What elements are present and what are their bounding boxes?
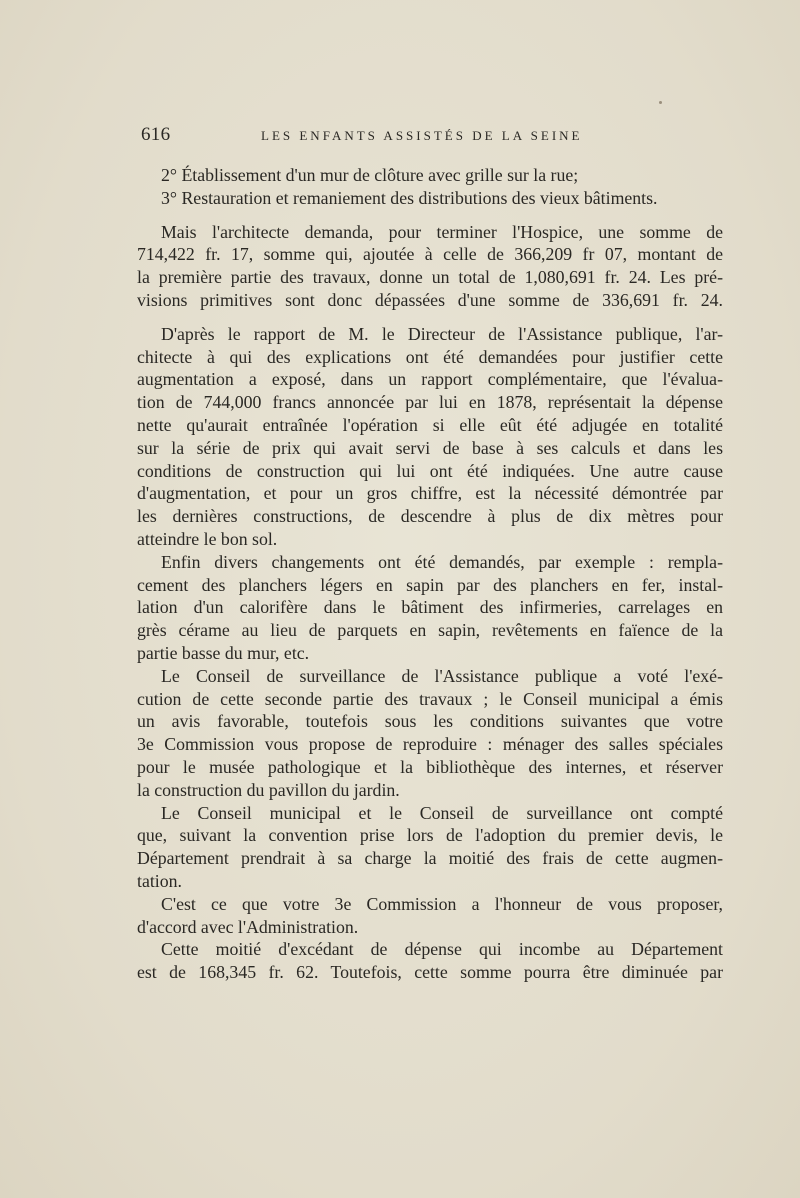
text-line: Enfin divers changements ont été demandés, par exemple : rempla- xyxy=(161,551,723,572)
text-line: Mais l'architecte demanda, pour terminer l'Hospice, une somme de xyxy=(161,221,723,242)
text-line: nette qu'aurait entraînée l'opération si elle eût été adjugée en totalité xyxy=(137,414,723,435)
text-line: 3° Restauration et remaniement des distributions des vieux bâtiments. xyxy=(161,187,658,208)
paper-speck xyxy=(659,101,662,104)
text-line: Le Conseil de surveillance de l'Assistance publique a voté l'exé- xyxy=(161,665,723,686)
text-line: les dernières constructions, de descendre à plus de dix mètres pour xyxy=(137,506,723,527)
text-line: C'est ce que votre 3e Commission a l'honneur de vous proposer, xyxy=(161,893,723,914)
text-line: d'accord avec l'Administration. xyxy=(137,916,359,937)
text-line: pour le musée pathologique et la bibliothèque des internes, et réserver xyxy=(137,756,723,777)
text-line: un avis favorable, toutefois sous les conditions suivantes que votre xyxy=(137,711,723,732)
text-line: la construction du pavillon du jardin. xyxy=(137,779,400,800)
text-line: visions primitives sont donc dépassées d'une somme de 336,691 fr. 24. xyxy=(137,289,723,310)
text-line: tion de 744,000 francs annoncée par lui en 1878, représentait la dépense xyxy=(137,392,723,413)
text-line: partie basse du mur, etc. xyxy=(137,642,310,663)
text-line: que, suivant la convention prise lors de l'adoption du premier devis, le xyxy=(137,825,723,846)
text-line: Cette moitié d'excédant de dépense qui incombe au Département xyxy=(161,939,723,960)
body-text xyxy=(137,164,723,984)
text-line: D'après le rapport de M. le Directeur de l'Assistance publique, l'ar- xyxy=(161,323,723,344)
text-line: lation d'un calorifère dans le bâtiment des infirmeries, carrelages en xyxy=(137,597,723,618)
text-line: cement des planchers légers en sapin par des planchers en fer, instal- xyxy=(137,574,723,595)
text-line: Département prendrait à sa charge la moitié des frais de cette augmen- xyxy=(137,848,723,869)
text-line: tation. xyxy=(137,870,182,891)
text-line: 3e Commission vous propose de reproduire : ménager des salles spéciales xyxy=(137,734,723,755)
text-line: 2° Établissement d'un mur de clôture avec grille sur la rue; xyxy=(161,165,579,185)
text-line: d'augmentation, et pour un gros chiffre, est la nécessité démontrée par xyxy=(137,483,723,504)
text-line: Le Conseil municipal et le Conseil de surveillance ont compté xyxy=(161,802,723,823)
running-title: LES ENFANTS ASSISTÉS DE LA SEINE xyxy=(261,128,583,143)
text-line: sur la série de prix qui avait servi de base à ses calculs et dans les xyxy=(137,437,723,458)
text-line: conditions de construction qui lui ont été indiquées. Une autre cause xyxy=(137,460,723,481)
page-number: 616 xyxy=(141,124,171,145)
text-line: grès cérame au lieu de parquets en sapin, revêtements en faïence de la xyxy=(137,620,723,641)
text-line: 714,422 fr. 17, somme qui, ajoutée à celle de 366,209 fr 07, montant de xyxy=(137,244,723,265)
text-line: cution de cette seconde partie des travaux ; le Conseil municipal a émis xyxy=(137,688,723,709)
text-line: chitecte à qui des explications ont été demandées pour justifier cette xyxy=(137,346,723,367)
text-line: est de 168,345 fr. 62. Toutefois, cette somme pourra être diminuée par xyxy=(137,962,723,983)
text-line: la première partie des travaux, donne un total de 1,080,691 fr. 24. Les pré- xyxy=(137,267,723,288)
text-line: atteindre le bon sol. xyxy=(137,528,278,549)
text-line: augmentation a exposé, dans un rapport complémentaire, que l'évalua- xyxy=(137,369,723,390)
page-header xyxy=(141,124,723,148)
